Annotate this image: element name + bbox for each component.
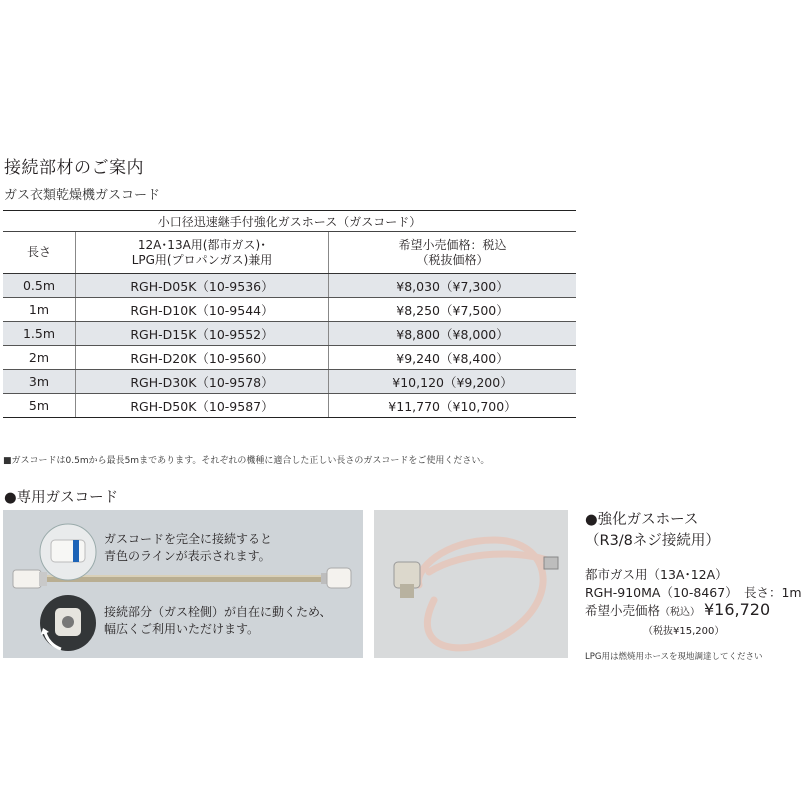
col-price-header-line1: 希望小売価格：税込 bbox=[398, 237, 507, 252]
table-row bbox=[3, 274, 576, 298]
cell-model: RGH-D10K（10-9544） bbox=[76, 298, 329, 322]
caption-swivel-2: 幅広くご利用いただけます。 bbox=[104, 622, 260, 636]
price-value: ¥16,720 bbox=[704, 600, 771, 619]
col-model-header bbox=[76, 232, 329, 274]
reinforced-city-gas: 都市ガス用（13A･12A） bbox=[585, 567, 728, 582]
col-price-header-line2: （税抜価格） bbox=[416, 252, 489, 267]
price-label: 希望小売価格 bbox=[585, 603, 661, 618]
cell-model: RGH-D50K（10-9587） bbox=[76, 394, 329, 418]
caption-swivel bbox=[104, 604, 332, 638]
gas-cord-table bbox=[3, 210, 576, 418]
col-price-header bbox=[329, 232, 577, 274]
caption-blue-line-1: ガスコードを完全に接続すると bbox=[104, 532, 273, 546]
hose-illustration bbox=[374, 510, 568, 658]
table-note: ■ガスコードは0.5mから最長5mまであります。それぞれの機種に適合した正しい長さのガスコードをご使用ください。 bbox=[3, 456, 490, 466]
col-length-header: 長さ bbox=[3, 232, 76, 274]
col-model-header-line2: LPG用(プロパンガス)兼用 bbox=[131, 252, 273, 267]
cell-price: ¥8,250（¥7,500） bbox=[329, 298, 577, 322]
cell-length: 0.5m bbox=[3, 274, 76, 298]
cell-length: 5m bbox=[3, 394, 76, 418]
price-excl-tax: （税抜¥15,200） bbox=[643, 626, 725, 637]
reinforced-hose-sub: （R3/8ネジ接続用） bbox=[585, 533, 720, 549]
cell-price: ¥11,770（¥10,700） bbox=[329, 394, 577, 418]
page-title: 接続部材のご案内 bbox=[4, 158, 144, 178]
col-model-header-line1: 12A･13A用(都市ガス)･ bbox=[137, 237, 267, 252]
cell-price: ¥8,030（¥7,300） bbox=[329, 274, 577, 298]
table-row bbox=[3, 298, 576, 322]
cell-length: 2m bbox=[3, 346, 76, 370]
dedicated-cord-heading: ●専用ガスコード bbox=[4, 490, 119, 506]
table-row bbox=[3, 394, 576, 418]
table-row bbox=[3, 322, 576, 346]
reinforced-hose-heading: ●強化ガスホース bbox=[585, 512, 699, 528]
cell-price: ¥10,120（¥9,200） bbox=[329, 370, 577, 394]
page-subtitle: ガス衣類乾燥機ガスコード bbox=[4, 188, 161, 203]
cell-model: RGH-D15K（10-9552） bbox=[76, 322, 329, 346]
cell-model: RGH-D05K（10-9536） bbox=[76, 274, 329, 298]
caption-blue-line-2: 青色のラインが表示されます。 bbox=[104, 549, 271, 563]
price-tax-label: （税込） bbox=[660, 607, 701, 618]
cell-length: 1m bbox=[3, 298, 76, 322]
table-row bbox=[3, 370, 576, 394]
reinforced-hose-photo bbox=[374, 510, 568, 658]
caption-blue-line bbox=[104, 531, 272, 565]
caption-swivel-1: 接続部分（ガス栓側）が自在に動くため、 bbox=[104, 605, 332, 619]
reinforced-model: RGH-910MA（10-8467） 長さ：1m bbox=[585, 585, 802, 600]
reinforced-price-line bbox=[585, 600, 770, 619]
cell-length: 1.5m bbox=[3, 322, 76, 346]
cell-price: ¥9,240（¥8,400） bbox=[329, 346, 577, 370]
cell-model: RGH-D30K（10-9578） bbox=[76, 370, 329, 394]
cell-price: ¥8,800（¥8,000） bbox=[329, 322, 577, 346]
table-row bbox=[3, 346, 576, 370]
lpg-note: LPG用は燃焼用ホースを現地調達してください bbox=[585, 652, 763, 662]
cell-model: RGH-D20K（10-9560） bbox=[76, 346, 329, 370]
table-caption: 小口径迅速継手付強化ガスホース（ガスコード） bbox=[3, 211, 576, 232]
cell-length: 3m bbox=[3, 370, 76, 394]
